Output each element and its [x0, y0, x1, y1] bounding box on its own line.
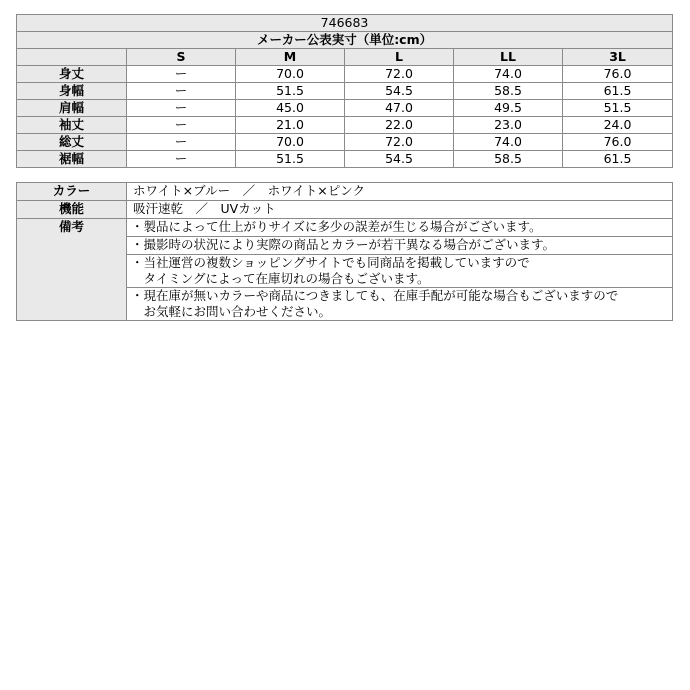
row-label: 総丈	[17, 134, 127, 151]
table-row	[17, 100, 673, 117]
size-value: 45.0	[236, 100, 345, 117]
size-value: 74.0	[454, 66, 563, 83]
product-code: 746683	[17, 15, 673, 32]
size-value: ー	[127, 83, 236, 100]
size-header-s: S	[127, 49, 236, 66]
size-value: ー	[127, 134, 236, 151]
row-label: 裾幅	[17, 151, 127, 168]
size-value: 72.0	[345, 66, 454, 83]
note-text: ・撮影時の状況により実際の商品とカラーが若干異なる場合がございます。	[131, 237, 556, 252]
size-value: ー	[127, 117, 236, 134]
function-value: 吸汗速乾 ／ UVカット	[127, 201, 673, 219]
size-chart-table	[16, 14, 673, 168]
table-row	[17, 134, 673, 151]
table-row	[17, 151, 673, 168]
note-text-continued: お気軽にお問い合わせください。	[131, 304, 332, 319]
row-label: 身丈	[17, 66, 127, 83]
size-value: 51.5	[563, 100, 673, 117]
size-value: 54.5	[345, 151, 454, 168]
note-item	[127, 219, 673, 237]
size-value: 58.5	[454, 151, 563, 168]
table-row	[17, 66, 673, 83]
notes-label: 備考	[17, 219, 127, 321]
header-corner-cell	[17, 49, 127, 66]
note-text: ・製品によって仕上がりサイズに多少の誤差が生じる場合がございます。	[131, 219, 542, 234]
size-value: 23.0	[454, 117, 563, 134]
size-header-m: M	[236, 49, 345, 66]
function-row	[17, 201, 673, 219]
color-label: カラー	[17, 183, 127, 201]
size-value: 58.5	[454, 83, 563, 100]
notes-row	[17, 219, 673, 237]
size-value: 24.0	[563, 117, 673, 134]
size-header-l: L	[345, 49, 454, 66]
function-label: 機能	[17, 201, 127, 219]
row-label: 肩幅	[17, 100, 127, 117]
note-text: ・現在庫が無いカラーや商品につきましても、在庫手配が可能な場合もございますので	[131, 288, 619, 303]
note-text-continued: タイミングによって在庫切れの場合もございます。	[131, 271, 430, 286]
table-row	[17, 83, 673, 100]
size-value: ー	[127, 151, 236, 168]
size-value: ー	[127, 66, 236, 83]
row-label: 袖丈	[17, 117, 127, 134]
size-value: 74.0	[454, 134, 563, 151]
size-value: 54.5	[345, 83, 454, 100]
size-header-row	[17, 49, 673, 66]
size-value: 49.5	[454, 100, 563, 117]
size-value: 51.5	[236, 151, 345, 168]
note-item	[127, 288, 673, 321]
size-table-subtitle: メーカー公表実寸（単位:cm）	[17, 32, 673, 49]
color-row	[17, 183, 673, 201]
note-item	[127, 237, 673, 255]
size-value: 70.0	[236, 66, 345, 83]
size-value: 61.5	[563, 151, 673, 168]
size-value: 47.0	[345, 100, 454, 117]
row-label: 身幅	[17, 83, 127, 100]
size-value: 51.5	[236, 83, 345, 100]
size-value: 76.0	[563, 134, 673, 151]
product-info-table	[16, 182, 673, 321]
size-value: ー	[127, 100, 236, 117]
size-value: 70.0	[236, 134, 345, 151]
table-row	[17, 117, 673, 134]
size-value: 21.0	[236, 117, 345, 134]
size-value: 61.5	[563, 83, 673, 100]
note-text: ・当社運営の複数ショッピングサイトでも同商品を掲載していますので	[131, 255, 530, 270]
size-value: 22.0	[345, 117, 454, 134]
size-value: 72.0	[345, 134, 454, 151]
size-header-3l: 3L	[563, 49, 673, 66]
note-item	[127, 255, 673, 288]
size-value: 76.0	[563, 66, 673, 83]
color-value: ホワイト×ブルー ／ ホワイト×ピンク	[127, 183, 673, 201]
size-header-ll: LL	[454, 49, 563, 66]
